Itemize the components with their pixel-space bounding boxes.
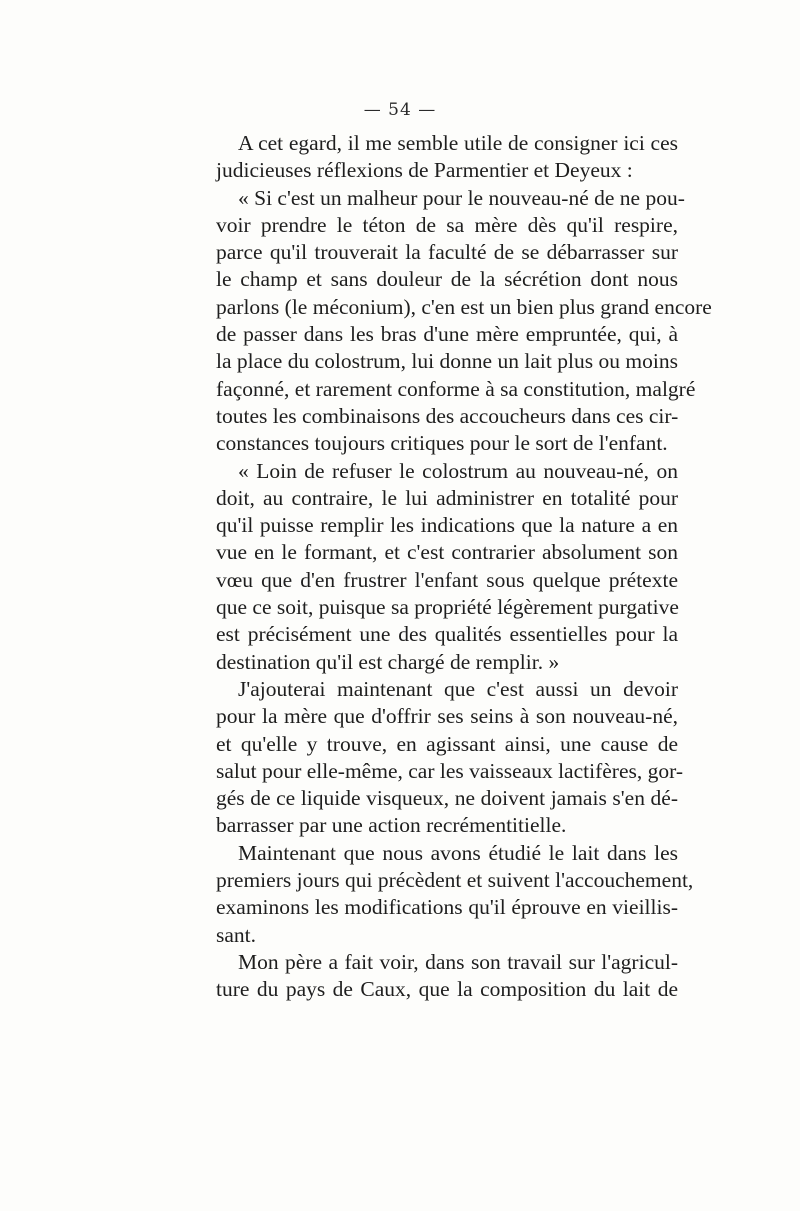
text-line: gés de ce liquide visqueux, ne doivent jamais s'en dé- <box>216 786 678 811</box>
text-line: J'ajouterai maintenant que c'est aussi un devoir <box>238 676 678 701</box>
text-line: examinons les modifications qu'il éprouve en vieillis- <box>216 895 678 920</box>
text-line: la place du colostrum, lui donne un lait plus ou moins <box>216 349 678 374</box>
text-line: qu'il puisse remplir les indications que la nature a en <box>216 513 678 538</box>
text-line: « Loin de refuser le colostrum au nouveau-né, on <box>238 458 678 483</box>
text-line: barrasser par une action recrémentitielle. <box>216 813 567 838</box>
text-line: voir prendre le téton de sa mère dès qu'il respire, <box>216 212 678 237</box>
text-line: doit, au contraire, le lui administrer en totalité pour <box>216 485 678 510</box>
text-line: salut pour elle-même, car les vaisseaux lactifères, gor- <box>216 758 683 783</box>
text-line: judicieuses réflexions de Parmentier et Deyeux : <box>216 158 633 183</box>
text-line: façonné, et rarement conforme à sa constitution, malgré <box>216 376 696 401</box>
text-line: de passer dans les bras d'une mère empruntée, qui, à <box>216 322 678 347</box>
text-line: et qu'elle y trouve, en agissant ainsi, une cause de <box>216 731 678 756</box>
text-line: premiers jours qui précèdent et suivent l'accouchement, <box>216 868 694 893</box>
text-line: ture du pays de Caux, que la composition du lait de <box>216 977 678 1002</box>
text-line: est précisément une des qualités essentielles pour la <box>216 622 678 647</box>
text-line: le champ et sans douleur de la sécrétion dont nous <box>216 267 678 292</box>
text-line: toutes les combinaisons des accoucheurs dans ces cir- <box>216 403 679 428</box>
text-line: « Si c'est un malheur pour le nouveau-né de ne pou- <box>238 185 685 210</box>
text-line: A cet egard, il me semble utile de consigner ici ces <box>238 131 678 155</box>
text-line: destination qu'il est chargé de remplir. » <box>216 649 560 674</box>
text-line: pour la mère que d'offrir ses seins à son nouveau-né, <box>216 704 678 729</box>
text-line: que ce soit, puisque sa propriété légèrement purgative <box>216 595 679 620</box>
text-line: constances toujours critiques pour le sort de l'enfant. <box>216 431 668 456</box>
text-line: vœu que d'en frustrer l'enfant sous quelque prétexte <box>216 567 678 592</box>
text-line: Maintenant que nous avons étudié le lait dans les <box>238 840 678 865</box>
text-line: parce qu'il trouverait la faculté de se débarrasser sur <box>216 240 678 265</box>
body-text <box>216 130 712 1004</box>
text-line: Mon père a fait voir, dans son travail sur l'agricul- <box>238 949 678 974</box>
text-line: sant. <box>216 922 257 947</box>
page-number: — 54 — <box>363 100 437 120</box>
text-line: vue en le formant, et c'est contrarier absolument son <box>216 540 678 565</box>
text-line: parlons (le méconium), c'en est un bien plus grand encore <box>216 294 712 319</box>
